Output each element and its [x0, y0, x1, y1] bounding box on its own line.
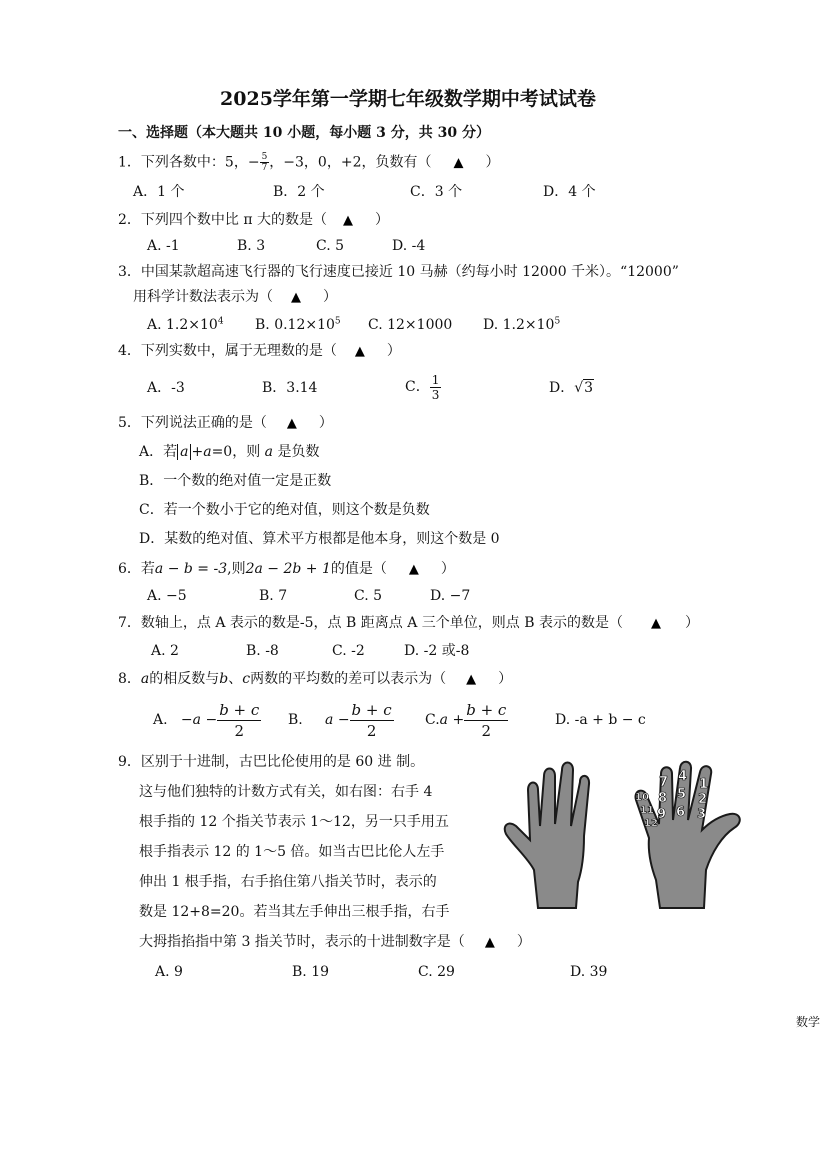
question-8-stem: 8．a的相反数与b、c两数的平均数的差可以表示为（ ▲ ）	[118, 671, 513, 687]
q2-option-b[interactable]: B. 3	[237, 238, 266, 254]
question-9-line7: 大拇指掐指中第 3 指关节时，表示的十进制数字是（ ▲ ）	[139, 934, 531, 950]
q4-option-b[interactable]: B．3.14	[262, 380, 318, 396]
fraction: $\frac{b + c}{2}$	[219, 700, 260, 740]
question-9-line1: 9．区别于十进制，古巴比伦使用的是 60 进 制。	[118, 754, 425, 770]
q1-option-a[interactable]: A．1 个	[133, 184, 185, 200]
q3-option-b[interactable]: B. $0.12\times 10^5$	[255, 316, 341, 333]
q4-option-c[interactable]: C． $\frac{1}{3}$	[405, 372, 440, 402]
q7-option-a[interactable]: A. 2	[151, 643, 179, 659]
answer-marker: ▲	[650, 616, 661, 631]
question-9-line4: 根手指表示 12 的 1～5 倍。如当古巴比伦人左手	[139, 844, 445, 860]
question-2-stem: 2．下列四个数中比 π 大的数是（ ▲ ）	[118, 212, 390, 228]
answer-marker: ▲	[286, 416, 297, 431]
q1-option-b[interactable]: B．2 个	[273, 184, 325, 200]
knuckle-label-4: 4	[678, 769, 688, 784]
fraction: $\frac{b + c}{2}$	[466, 700, 507, 740]
q5-option-d[interactable]: D．某数的绝对值、算术平方根都是他本身，则这个数是 0	[139, 531, 500, 547]
babylonian-hands-illustration	[498, 760, 758, 908]
question-3-stem-line2: 用科学计数法表示为（ ▲ ）	[133, 289, 337, 305]
q8-option-d[interactable]: D. -a + b − c	[555, 712, 646, 728]
knuckle-label-3: 3	[697, 807, 707, 822]
fraction: $\frac{b + c}{2}$	[351, 700, 392, 740]
q2-option-a[interactable]: A. -1	[147, 238, 180, 254]
exam-title: 2025学年第一学期七年级数学期中考试试卷	[220, 88, 596, 110]
knuckle-label-5: 5	[677, 787, 687, 802]
q1-option-c[interactable]: C．3 个	[410, 184, 463, 200]
q3-option-c[interactable]: C. 12×1000	[368, 317, 453, 333]
q3-option-a[interactable]: A. $1.2\times 10^4$	[147, 316, 224, 333]
q6-option-b[interactable]: B. 7	[259, 588, 288, 604]
q7-option-c[interactable]: C. -2	[332, 643, 365, 659]
right-hand	[635, 762, 739, 908]
knuckle-label-6: 6	[676, 805, 686, 820]
q1-option-d[interactable]: D．4 个	[543, 184, 596, 200]
answer-marker: ▲	[466, 672, 477, 687]
question-9-line5: 伸出 1 根手指，右手掐住第八指关节时，表示的	[139, 874, 437, 890]
question-1-stem: 1．下列各数中：5，− $\frac{5}{7}$ ，−3，0，+2，负数有（ ▲ ）	[118, 152, 500, 173]
section-heading: 一、选择题（本大题共 10 小题，每小题 3 分，共 30 分）	[118, 125, 490, 141]
q6-option-d[interactable]: D. −7	[430, 588, 471, 604]
knuckle-label-1: 1	[699, 777, 709, 792]
q6-option-c[interactable]: C. 5	[354, 588, 383, 604]
knuckle-label-10: 10	[635, 792, 649, 803]
left-hand	[505, 763, 589, 909]
q8-option-a[interactable]: A. −a − $\frac{b + c}{2}$	[153, 700, 260, 740]
q5-option-a[interactable]: A．若 a +a=0，则 a 是负数	[139, 444, 320, 460]
answer-marker: ▲	[453, 155, 464, 171]
q2-option-c[interactable]: C. 5	[316, 238, 345, 254]
q8-option-c[interactable]: C.a + $\frac{b + c}{2}$	[425, 700, 507, 740]
q4-option-d[interactable]: D．√3	[549, 380, 594, 396]
knuckle-label-11: 11	[640, 805, 654, 816]
q9-option-c[interactable]: C. 29	[418, 964, 455, 980]
fraction: $\frac{5}{7}$	[261, 152, 268, 173]
q5-option-c[interactable]: C．若一个数小于它的绝对值，则这个数是负数	[139, 502, 430, 518]
q9-option-b[interactable]: B. 19	[292, 964, 330, 980]
question-9-line6: 数是 12+8=20。若当其左手伸出三根手指，右手	[139, 904, 450, 920]
question-9-line3: 根手指的 12 个指关节表示 1～12，另一只手用五	[139, 814, 449, 830]
answer-marker: ▲	[343, 213, 354, 228]
question-4-stem: 4．下列实数中，属于无理数的是（ ▲ ）	[118, 343, 401, 359]
q4-option-a[interactable]: A．-3	[147, 380, 185, 396]
q7-option-d[interactable]: D. -2 或-8	[404, 643, 470, 659]
question-6-stem: 6．若a − b = -3,则2a − 2b + 1的值是（ ▲ ）	[118, 561, 455, 577]
q6-option-a[interactable]: A. −5	[147, 588, 187, 604]
answer-marker: ▲	[291, 290, 301, 305]
fraction: $\frac{1}{3}$	[431, 372, 440, 402]
knuckle-label-9: 9	[657, 807, 667, 822]
q9-option-d[interactable]: D. 39	[570, 964, 608, 980]
q2-option-d[interactable]: D. -4	[392, 238, 426, 254]
knuckle-label-12: 12	[644, 818, 658, 829]
answer-marker: ▲	[408, 562, 419, 577]
knuckle-label-2: 2	[698, 792, 708, 807]
knuckle-label-8: 8	[658, 791, 668, 806]
answer-marker: ▲	[354, 344, 365, 359]
q3-option-d[interactable]: D. $1.2\times 10^5$	[483, 316, 561, 333]
question-7-stem: 7．数轴上，点 A 表示的数是-5，点 B 距离点 A 三个单位，则点 B 表示的数是（ ▲ ）	[118, 615, 699, 631]
sqrt-symbol: √	[574, 380, 584, 396]
q7-option-b[interactable]: B. -8	[246, 643, 279, 659]
question-9-line2: 这与他们独特的计数方式有关，如右图：右手 4	[139, 784, 433, 800]
q8-option-b[interactable]: B. a − $\frac{b + c}{2}$	[288, 700, 392, 740]
q9-option-a[interactable]: A. 9	[155, 964, 183, 980]
q5-option-b[interactable]: B．一个数的绝对值一定是正数	[139, 473, 332, 489]
question-3-stem-line1: 3．中国某款超高速飞行器的飞行速度已接近 10 马赫（约每小时 12000 千米）。“12000”	[118, 264, 679, 280]
answer-marker: ▲	[484, 935, 495, 950]
question-5-stem: 5．下列说法正确的是（ ▲ ）	[118, 415, 333, 431]
footer-subject-label: 数学	[796, 1015, 820, 1029]
knuckle-label-7: 7	[659, 775, 669, 790]
